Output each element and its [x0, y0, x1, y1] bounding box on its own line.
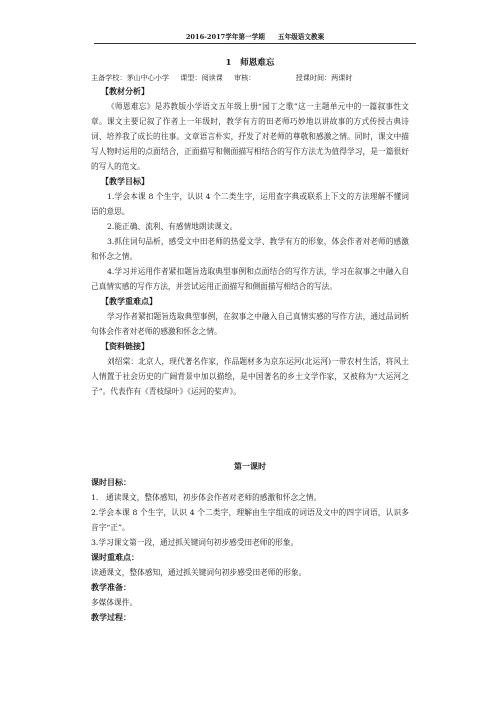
meta-school: 主备学校：茅山中心小学 — [91, 73, 170, 82]
links-heading: 【资料链接】 — [101, 341, 149, 351]
lesson-goal-item: 2.学会本课 8 个生字，认识 4 个二类字，理解由生字组成的词语及文中的四字词语，认识多音字“正”。 — [91, 508, 409, 532]
lesson-goal-item: 1. 通读课文，整体感知，初步体会作者对老师的感激和怀念之情。 — [91, 493, 322, 502]
lesson-process-heading: 教学过程： — [91, 612, 131, 622]
lesson-plan-title: 1 师恩难忘 — [225, 58, 275, 68]
meta-type: 课型：阅读课 — [180, 73, 223, 82]
goal-item: 2.能正确、流利、有感情地朗读课文。 — [107, 222, 238, 231]
lesson-prep-heading: 教学准备： — [91, 582, 131, 592]
analysis-heading: 【教材分析】 — [101, 86, 149, 96]
goal-item: 3.抓住词句品析，感受文中田老师的热爱文学、教学有方的形象，体会作者对老师的感激和怀念之情。 — [91, 237, 409, 261]
keypoints-heading: 【教学重难点】 — [101, 296, 157, 306]
analysis-paragraph: 《师恩难忘》是苏教版小学语文五年级上册“园丁之歌”这一主题单元中的一篇叙事性文章。课文主要记叙了作者上一年级时，教学有方的田老师巧妙地以讲故事的方式传授古典诗词、培养我了成长的往事。文章语言朴实，抒发了对老师的尊敬和感激之情。同时，课文中描写人物时运用的点面结合，正面描写和侧面描写相结合的写作方法尤为值得学习，是一篇很好的写人的范文。 — [91, 102, 409, 171]
lesson-one-title: 第一课时 — [234, 461, 266, 471]
links-paragraph: 刘绍棠：北京人，现代著名作家，作品题材多为京东运河(北运河)一带农村生活，将风土人情置于社会历史的广阔背景中加以描绘，是中国著名的乡土文学作家，又被称为“大运河之子”。代表作有《青枝绿叶》《运河的桨声》。 — [91, 357, 409, 396]
lesson-difficulty-paragraph: 读通课文，整体感知，通过抓关键词句初步感受田老师的形象。 — [91, 568, 307, 577]
keypoints-paragraph: 学习作者紧扣题旨选取典型事例，在叙事之中融入自己真情实感的写作方法，通过品词析句体会作者对老师的感激和怀念之情。 — [91, 312, 409, 336]
goals-heading: 【教学目标】 — [101, 176, 149, 186]
meta-time: 授课时间：两课时 — [295, 73, 353, 82]
lesson-prep-paragraph: 多媒体课件。 — [91, 598, 138, 607]
lesson-difficulty-heading: 课时重难点： — [91, 552, 139, 562]
lesson-goals-heading: 课时目标： — [91, 477, 131, 487]
goal-item: 1.学会本课 8 个生字，认识 4 个二类生字，运用查字典或联系上下文的方法理解不懂词语的意思。 — [91, 192, 409, 216]
page-content — [91, 56, 409, 625]
meta-line — [91, 71, 409, 84]
page-header: 2016-2017学年第一学期 五年级语文教案 — [94, 31, 416, 44]
meta-review: 审核： — [234, 73, 256, 82]
lesson-goal-item: 3.学习课文第一段，通过抓关键词句初步感受田老师的形象。 — [91, 538, 299, 547]
goal-item: 4.学习并运用作者紧扣题旨选取典型事例和点面结合的写作方法，学习在叙事之中融入自己真情实感的写作方法，并尝试运用正面描写和侧面描写相结合的写法。 — [91, 267, 409, 291]
